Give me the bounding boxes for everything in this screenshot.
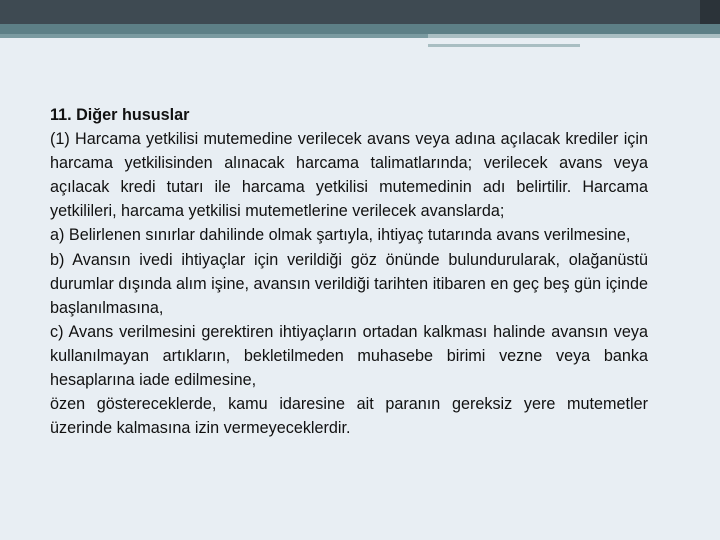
paragraph-item-c: c) Avans verilmesini gerektiren ihtiyaçların ortadan kalkması halinde avansın veya kullanılmayan artıkların, bekletilmeden muhasebe birimi vezne veya banka hesaplarına iade edilmesine, [50, 322, 648, 390]
paragraph-item-a: a) Belirlenen sınırlar dahilinde olmak şartıyla, ihtiyaç tutarında avans verilmesine, [50, 226, 631, 245]
paragraph-intro: (1) Harcama yetkilisi mutemedine verilecek avans veya adına açılacak krediler için harcama yetkilisinden alınacak harcama talimatlarında; verilecek avans veya açılacak kredi tutarı ile harcama yetkilisi mutemedinin adı belirtilir. Harcama yetkilileri, harcama yetkilisi mutemetlerine verilecek avanslarda; [50, 130, 648, 221]
paragraph-item-b: b) Avansın ivedi ihtiyaçlar için verildiği göz önünde bulundurularak, olağanüstü durumlar dışında alım işine, avansın verildiği tarihten itibaren en geç beş gün içinde başlanılmasına, [50, 250, 648, 317]
header-band-dark [0, 0, 720, 24]
header-corner-block [700, 0, 720, 24]
accent-line [428, 44, 580, 47]
header-band-light [0, 24, 720, 34]
slide-body [50, 103, 648, 440]
section-heading: 11. Diğer hususlar [50, 106, 190, 124]
accent-line [428, 34, 720, 38]
accent-line [0, 34, 428, 38]
paragraph-closing: özen göstereceklerde, kamu idaresine ait paranın gereksiz yere mutemetler üzerinde kalmasına izin vermeyeceklerdir. [50, 395, 648, 438]
